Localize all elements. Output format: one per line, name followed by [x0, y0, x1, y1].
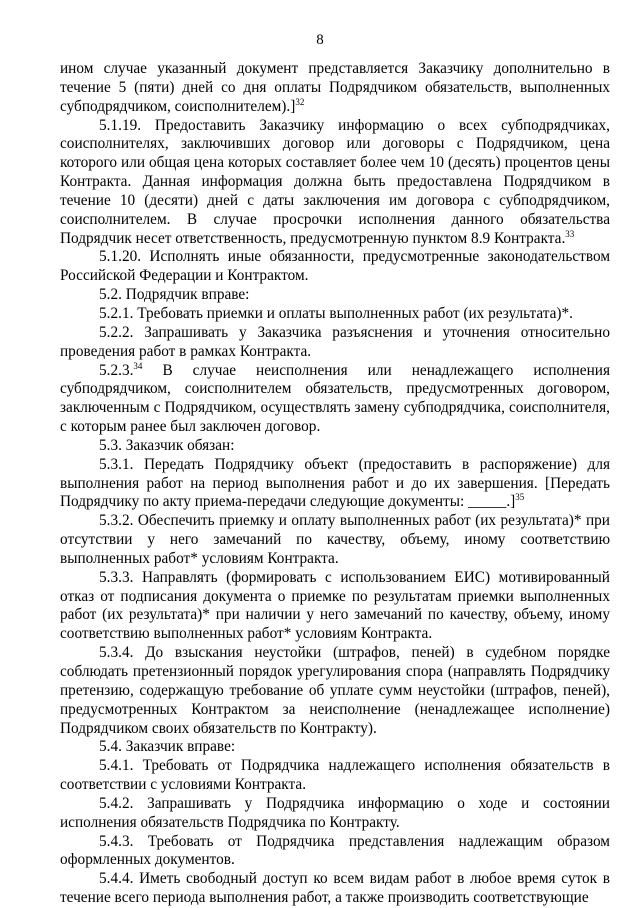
section-5-4-heading: 5.4. Заказчик вправе: — [99, 738, 236, 756]
page-number: 8 — [316, 32, 324, 48]
clause-5-4-3: 5.4.3. Требовать от Подрядчика представления надлежащим образом оформленных документов. — [60, 832, 610, 869]
clause-5-3-4: 5.3.4. До взыскания неустойки (штрафов, пеней) в судебном порядке соблюдать претензионный порядок урегулирования спора (направлять Подрядчику претензию, содержащую требование об уплате сумм неустойки (штрафов, пеней), предусмотренных Контрактом за неисполнение (ненадлежащее исполнение) Подрядчиком своих обязательств по Контракту). — [60, 644, 610, 737]
paragraph-continuation: ином случае указанный документ представляется Заказчику дополнительно в течение 5 (пяти) дней со дня оплаты Подрядчиком обязательств, выполненных субподрядчиком, соисполнителем).]$^{32}$ — [60, 60, 610, 115]
footnote-ref[interactable]: 33 — [565, 228, 575, 239]
section-5-3-heading: 5.3. Заказчик обязан: — [99, 436, 235, 454]
section-5-2-heading: 5.2. Подрядчик вправе: — [99, 286, 250, 304]
clause-5-2-3: 5.2.3.34 В случае неисполнения или ненадлежащего исполнения субподрядчиком, соисполнителем обязательств, предусмотренных договором, заключенным с Подрядчиком, осуществлять замену субподрядчика, соисполнителя, с которым ранее был заключен договор. — [60, 360, 610, 436]
clause-5-1-20: 5.1.20. Исполнять иные обязанности, предусмотренные законодательством Российской Федерации и Контрактом. — [60, 248, 610, 285]
clause-5-3-3: 5.3.3. Направлять (формировать с использованием ЕИС) мотивированный отказ от подписания документа о приемке по результатам приемки выполненных работ (их результата)* при наличии у него замечаний по качеству, объему, иному соответствию выполненных работ* условиям Контракта. — [60, 568, 610, 643]
document-body — [60, 60, 610, 908]
footnote-ref[interactable]: 35 — [515, 492, 525, 503]
clause-5-2-2: 5.2.2. Запрашивать у Заказчика разъяснения и уточнения относительно проведения работ в рамках Контракта. — [60, 323, 610, 360]
footnote-ref[interactable]: 34 — [133, 360, 143, 371]
clause-5-2-1: 5.2.1. Требовать приемки и оплаты выполненных работ (их результата)*. — [99, 304, 574, 322]
footnote-ref[interactable]: 32 — [295, 96, 305, 107]
clause-5-4-2: 5.4.2. Запрашивать у Подрядчика информацию о ходе и состоянии исполнения обязательств Подрядчика по Контракту. — [60, 794, 610, 831]
clause-5-4-4: 5.4.4. Иметь свободный доступ ко всем видам работ в любое время суток в течение всего периода выполнения работ, а также производить соответствующие — [60, 870, 610, 907]
clause-5-3-2: 5.3.2. Обеспечить приемку и оплату выполненных работ (их результата)* при отсутствии у него замечаний по качеству, объему, иному соответствию выполненных работ* условиям Контракта. — [60, 512, 610, 567]
clause-5-4-1: 5.4.1. Требовать от Подрядчика надлежащего исполнения обязательств в соответствии с условиями Контракта. — [60, 757, 610, 794]
clause-5-1-19: 5.1.19. Предоставить Заказчику информацию о всех субподрядчиках, соисполнителях, заключивших договор или договоры с Подрядчиком, цена которого или общая цена которых составляет более чем 10 (десять) процентов цены Контракта. Данная информация должна быть предоставлена Подрядчиком в течение 10 (десяти) дней с даты заключения им договора с субподрядчиком, соисполнителем. В случае просрочки исполнения данного обязательства Подрядчик несет ответственность, предусмотренную пунктом 8.9 Контракта.$^{33}$ — [60, 116, 610, 247]
clause-5-3-1: 5.3.1. Передать Подрядчику объект (предоставить в распоряжение) для выполнения работ на период выполнения работ и до их завершения. [Передать Подрядчику по акту приема-передачи следующие документы: _____.]$^{35}$ — [60, 455, 610, 511]
